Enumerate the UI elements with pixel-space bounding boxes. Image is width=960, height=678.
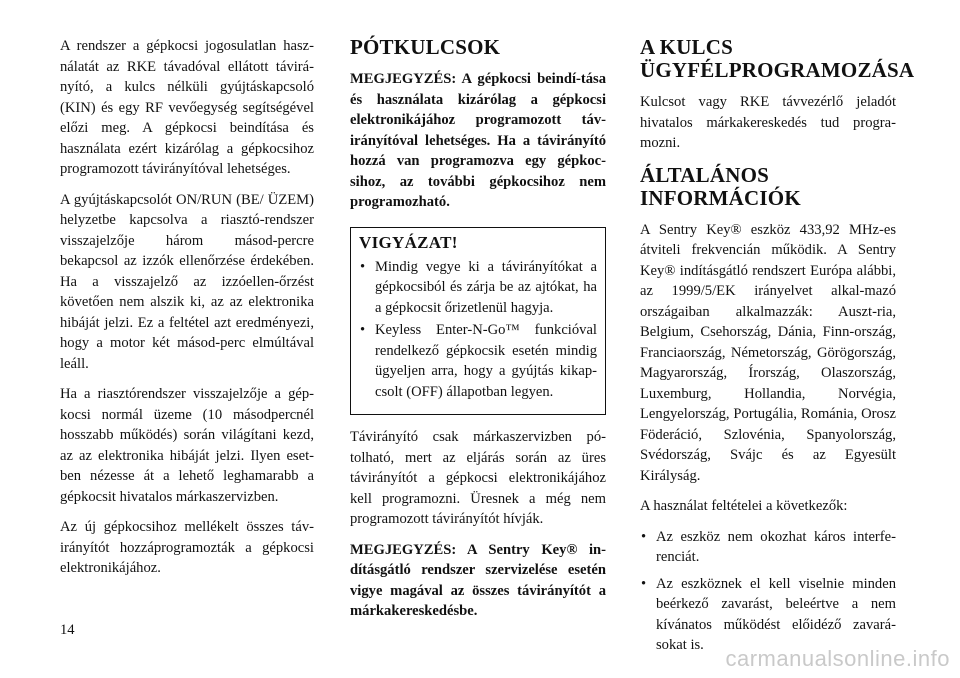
conditions-list (640, 527, 896, 656)
paragraph-unauthorized-use: A rendszer a gépkocsi jogosulatlan hasz-nálatát az RKE távadóval ellátott távirá-nyító, a kulcs nélküli gyújtáskapcsoló (KIN) és egy RF vevőegység segítségével előzi meg. A gépkocsi beindítása és használata ezért kizárólag a gépkocsihoz programozott távirányítóval lehetséges. (60, 38, 314, 177)
paragraph-remote-programmed: Az új gépkocsihoz mellékelt összes táv-irányítót hozzáprogramozták a gépkocsi elektronikájához. (60, 519, 314, 576)
heading-customer-programming: A KULCS ÜGYFÉLPROGRAMOZÁSA (640, 35, 915, 82)
middle-column (350, 36, 606, 632)
caution-list (359, 257, 597, 403)
note-sentry-key-service: MEGJEGYZÉS: A Sentry Key® in-dításgátló rendszer szervizelése esetén vigye magával az összes távirányítót a márkakereskedésbe. (350, 541, 606, 619)
note-programming: MEGJEGYZÉS: A gépkocsi beindí-tása és használata kizárólag a gépkocsi elektronikájához programozott táv-irányítóval lehetséges. Ha a távirányító hozzá van programozva egy gépkoc-sihoz, az további gépkocsihoz nem programozható. (350, 71, 606, 210)
watermark: carmanualsonline.info (725, 646, 950, 671)
condition-item: • Az eszköznek el kell viselnie minden beérkező zavarást, beleértve a nem kívánatos működést előidéző zavará-sokat is. (640, 574, 896, 656)
heading-spare-keys: PÓTKULCSOK (350, 35, 501, 59)
paragraph-frequency-countries: A Sentry Key® eszköz 433,92 MHz-es átviteli frekvencián működik. A Sentry Key® indításgátló rendszert Európa alábbi, az 1999/5/EK irányelvet alkal-mazó országaiban alkalmazzák: Auszt-ria, Belgium, Csehország, Dánia, Finn-ország, Franciaország, Németország, Görögország, Magyarország, Írország, Olaszország, Luxemburg, Hollandia, Norvégia, Lengyelország, Portugália, Románia, Orosz Föderáció, Szlovénia, Spanyolország, Svédország, Svájc és az Egyesült Királyság. (640, 221, 896, 484)
paragraph-replacement: Távirányító csak márkaszervizben pó-tolható, mert az eljárás során az üres távirányítót a gépkocsi elektronikájához kell programozni. Üresnek a még nem programozott távirányítót hívják. (350, 429, 606, 527)
paragraph-conditions-intro: A használat feltételei a következők: (640, 498, 848, 514)
paragraph-dealer-programming: Kulcsot vagy RKE távvezérlő jeladót hivatalos márkakereskedés tud progra-mozni. (640, 94, 896, 151)
heading-general-information: ÁLTALÁNOS INFORMÁCIÓK (640, 162, 801, 210)
left-column (60, 36, 314, 589)
caution-item: • Mindig vegye ki a távirányítókat a gépkocsiból és zárja be az ajtókat, ha a gépkocsit őrizetlenül hagyja. (359, 257, 597, 319)
caution-box (350, 227, 606, 416)
page-number: 14 (60, 622, 75, 638)
paragraph-indicator-fault: Ha a riasztórendszer visszajelzője a gép-kocsi normál üzeme (10 másodpercnél hosszabb működés) során világítani kezd, az az elektronika hibáját jelzi. Ilyen eset-ben nézesse át a lehető leghamarabb a gépkocsit hivatalos márkaszervizben. (60, 386, 314, 505)
caution-title: VIGYÁZAT! (359, 232, 458, 252)
caution-item: • Keyless Enter-N-Go™ funkcióval rendelkező gépkocsik esetén mindig ügyeljen arra, hogy a gyújtás kikap-csolt (OFF) állapotban legyen. (359, 320, 597, 402)
paragraph-ignition-check: A gyújtáskapcsolót ON/RUN (BE/ ÜZEM) helyzetbe kapcsolva a riasztó-rendszer visszajelzője három másod-percre bekapcsol az izzók ellenőrzése érdekében. Ha a visszajelző az izzóellen-őrzést követően nem alszik ki, az az elektronika hibáját jelzi. Ez a feltétel azt eredményezi, hogy a motor két másod-perc elmúltával leáll. (60, 191, 314, 372)
condition-item: • Az eszköz nem okozhat káros interfe-renciát. (640, 527, 896, 568)
